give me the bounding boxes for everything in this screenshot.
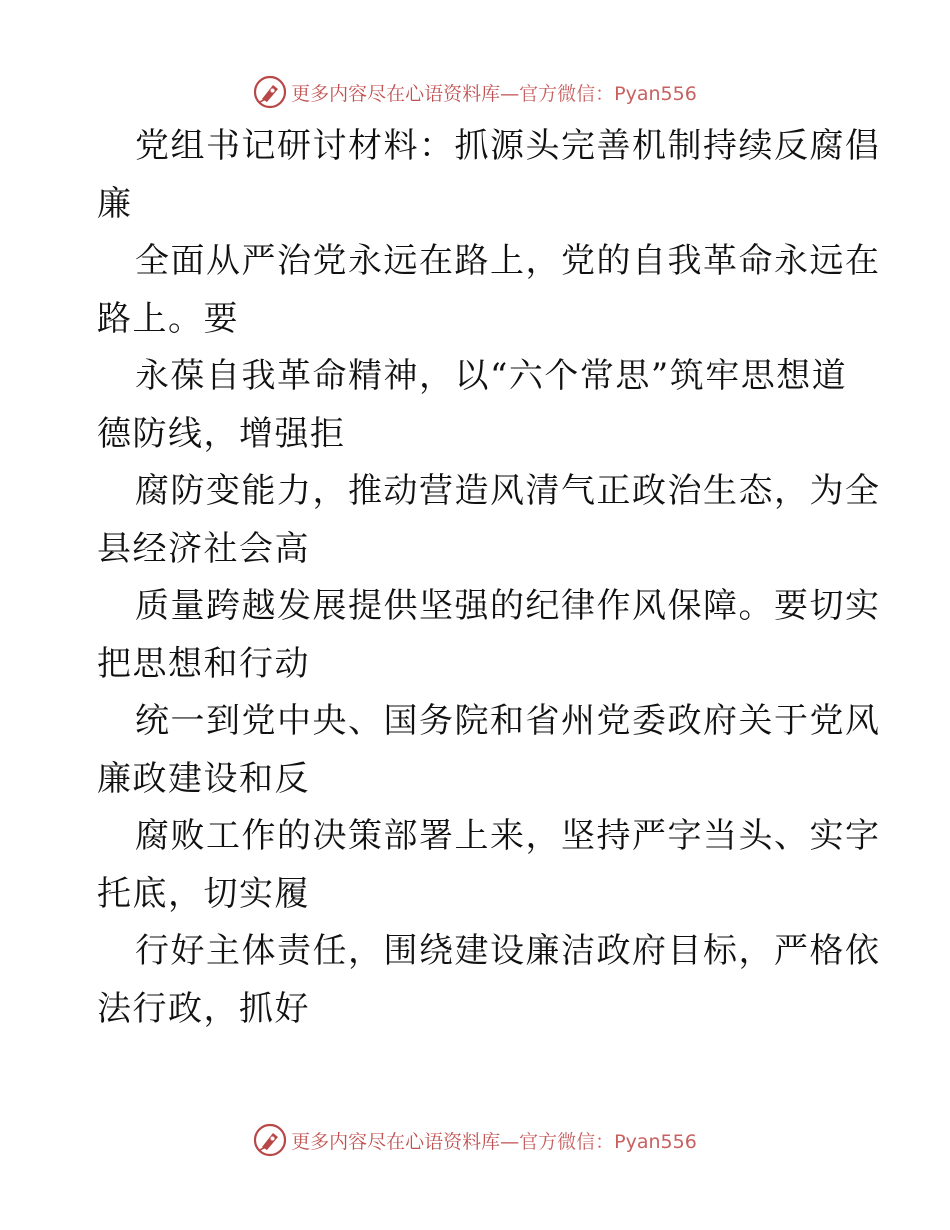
paragraph-line: 廉政建设和反 <box>97 758 310 799</box>
paragraph-line: 永葆自我革命精神，以“六个常思”筑牢思想道 <box>135 356 848 396</box>
watermark-brand: 更多内容尽在心语资料库 <box>291 1130 501 1153</box>
paragraph-line: 统一到党中央、国务院和省州党委政府关于党风 <box>135 701 881 741</box>
header-watermark <box>0 72 950 112</box>
watermark-text <box>291 79 697 106</box>
watermark-wechat: 官方微信：Pyan556 <box>519 82 697 105</box>
pen-nib-logo-icon <box>253 75 287 109</box>
paragraph-line: 县经济社会高 <box>97 528 310 569</box>
watermark-text <box>291 1127 697 1154</box>
document-body <box>97 118 881 1038</box>
paragraph-line: 路上。要 <box>97 298 239 339</box>
watermark-dash: — <box>500 1130 520 1153</box>
paragraph-line: 质量跨越发展提供坚强的纪律作风保障。要切实 <box>135 586 881 626</box>
title-line: 党组书记研讨材料：抓源头完善机制持续反腐倡 <box>135 126 881 166</box>
footer-watermark <box>0 1120 950 1160</box>
paragraph-line: 行好主体责任，围绕建设廉洁政府目标，严格依 <box>135 931 881 971</box>
paragraph-line: 全面从严治党永远在路上，党的自我革命永远在 <box>135 241 881 281</box>
watermark-brand: 更多内容尽在心语资料库 <box>291 82 501 105</box>
watermark-wechat: 官方微信：Pyan556 <box>519 1130 697 1153</box>
paragraph-line: 腐败工作的决策部署上来，坚持严字当头、实字 <box>135 816 881 856</box>
paragraph-line: 把思想和行动 <box>97 643 310 684</box>
paragraph-line: 腐防变能力，推动营造风清气正政治生态，为全 <box>135 471 881 511</box>
paragraph-line: 法行政，抓好 <box>97 988 310 1029</box>
paragraph-line: 托底，切实履 <box>97 873 310 914</box>
paragraph-line: 德防线，增强拒 <box>97 413 346 454</box>
pen-nib-logo-icon <box>253 1123 287 1157</box>
title-line: 廉 <box>97 183 133 224</box>
watermark-dash: — <box>500 82 520 105</box>
